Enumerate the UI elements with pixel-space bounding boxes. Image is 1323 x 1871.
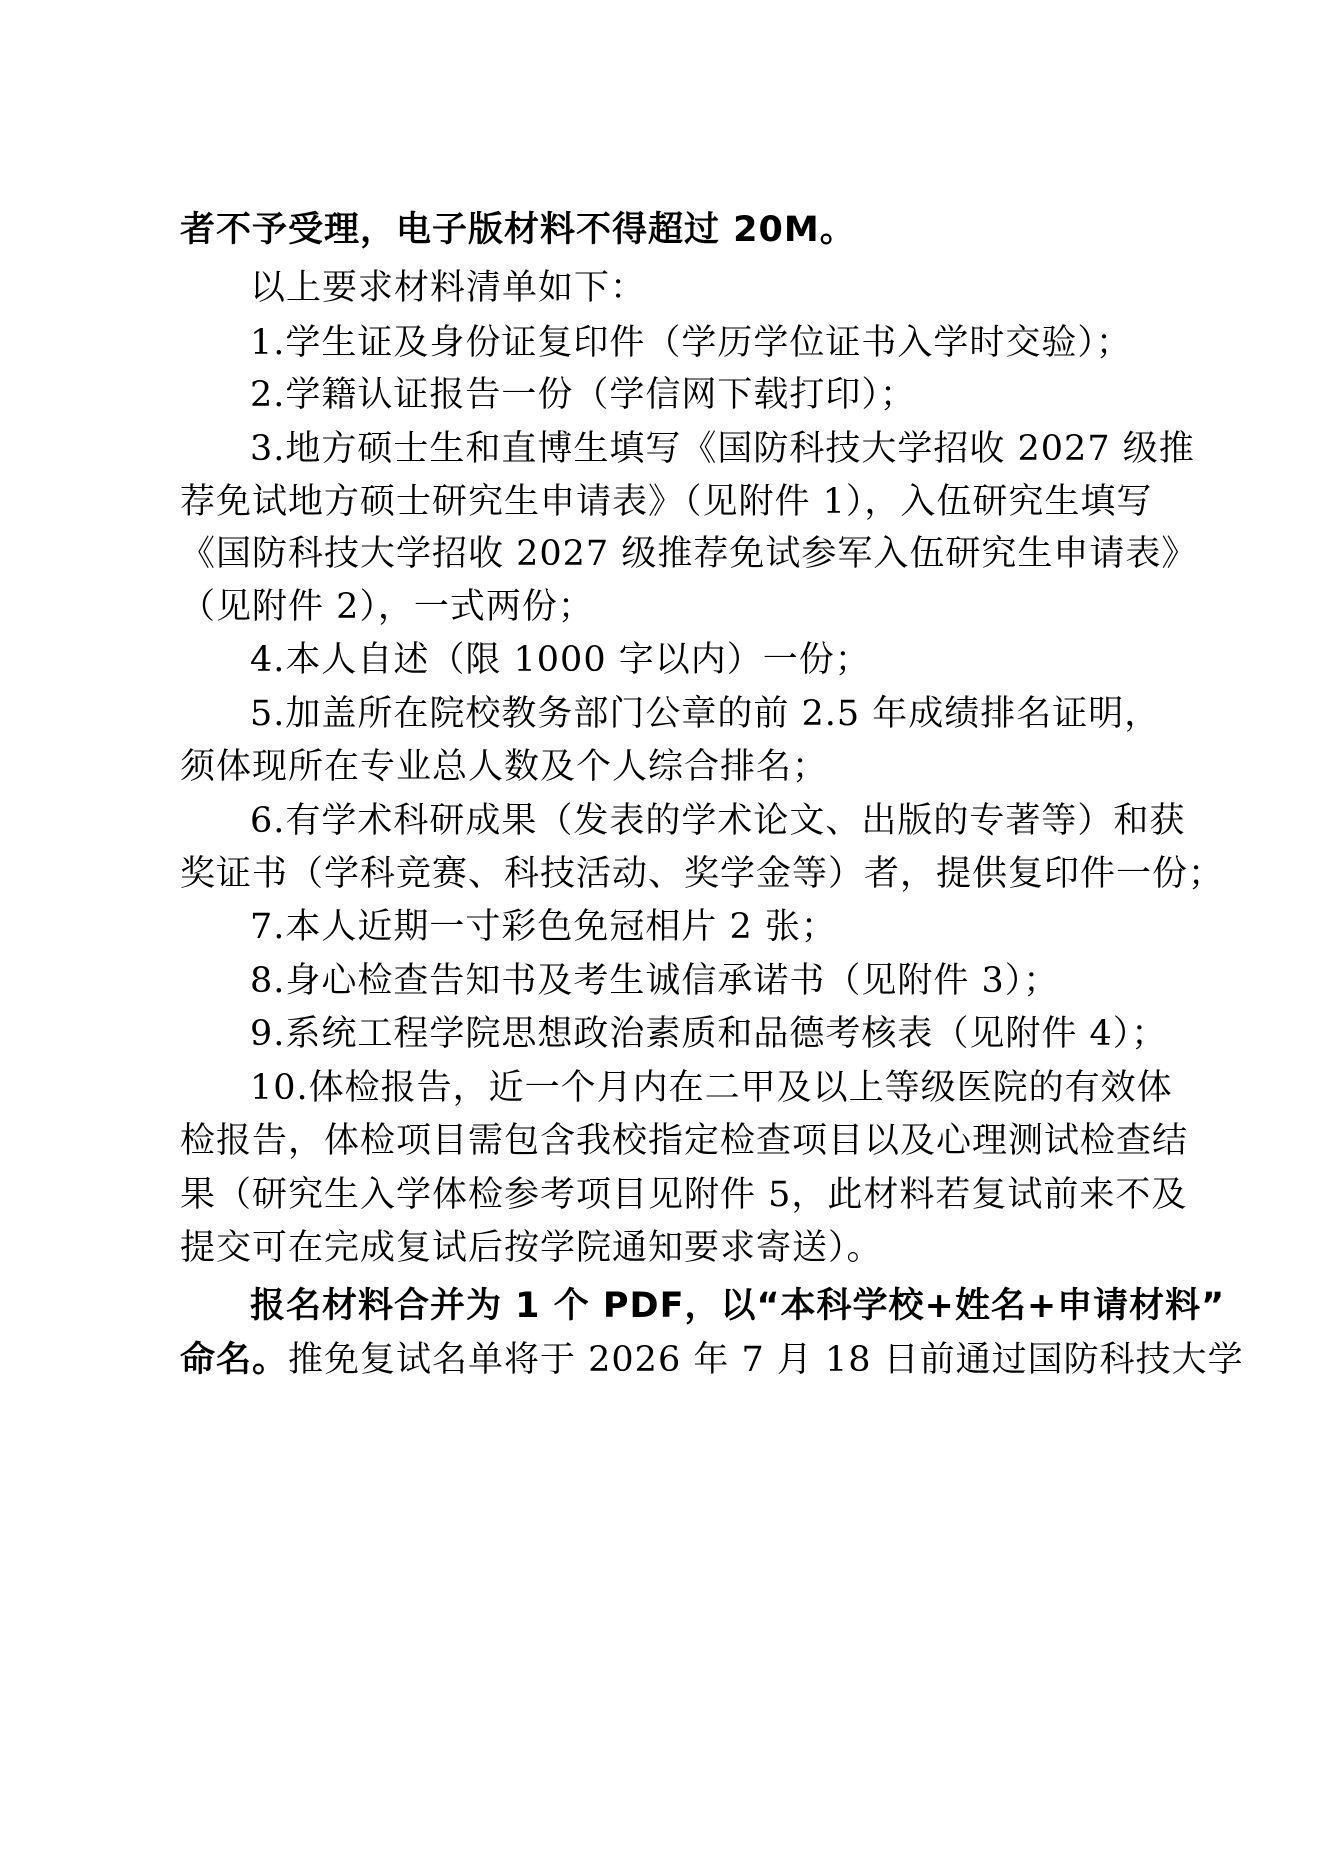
list-item-continuation: 果（研究生入学体检参考项目见附件 5，此材料若复试前来不及 [180, 1175, 1188, 1215]
list-item-continuation: （见附件 2），一式两份； [180, 587, 594, 627]
list-item: 4.本人自述（限 1000 字以内）一份； [250, 640, 871, 680]
list-item-continuation: 检报告，体检项目需包含我校指定检查项目以及心理测试检查结 [180, 1121, 1189, 1161]
paragraph-line: 报名材料合并为 1 个 PDF，以“本科学校+姓名+申请材料” [250, 1286, 1226, 1326]
list-item: 7.本人近期一寸彩色免冠相片 2 张； [250, 907, 837, 947]
list-item-continuation: 提交可在完成复试后按学院通知要求寄送）。 [180, 1228, 883, 1268]
list-item: 6.有学术科研成果（发表的学术论文、出版的专著等）和获 [250, 801, 1186, 841]
list-item-continuation: 《国防科技大学招收 2027 级推荐免试参军入伍研究生申请表》 [180, 534, 1198, 574]
list-item: 9.系统工程学院思想政治素质和品德考核表（见附件 4）； [250, 1014, 1168, 1054]
list-item: 2.学籍认证报告一份（学信网下载打印）； [250, 375, 916, 415]
list-item-continuation: 奖证书（学科竞赛、科技活动、奖学金等）者，提供复印件一份； [180, 854, 1225, 894]
list-item-continuation: 须体现所在专业总人数及个人综合排名； [180, 747, 829, 787]
paragraph-line: 以上要求材料清单如下： [250, 268, 647, 308]
paragraph-line: 者不予受理，电子版材料不得超过 20M。 [180, 210, 856, 250]
list-item: 3.地方硕士生和直博生填写《国防科技大学招收 2027 级推 [250, 429, 1195, 469]
list-item: 5.加盖所在院校教务部门公章的前 2.5 年成绩排名证明， [250, 694, 1161, 734]
list-item: 8.身心检查告知书及考生诚信承诺书（见附件 3）； [250, 961, 1060, 1001]
list-item: 10.体检报告，近一个月内在二甲及以上等级医院的有效体 [250, 1068, 1173, 1108]
list-item-continuation: 荐免试地方硕士研究生申请表》（见附件 1），入伍研究生填写 [180, 482, 1153, 522]
list-item: 1.学生证及身份证复印件（学历学位证书入学时交验）； [250, 323, 1132, 363]
paragraph-line: 命名。推免复试名单将于 2026 年 7 月 18 日前通过国防科技大学 [180, 1340, 1244, 1380]
